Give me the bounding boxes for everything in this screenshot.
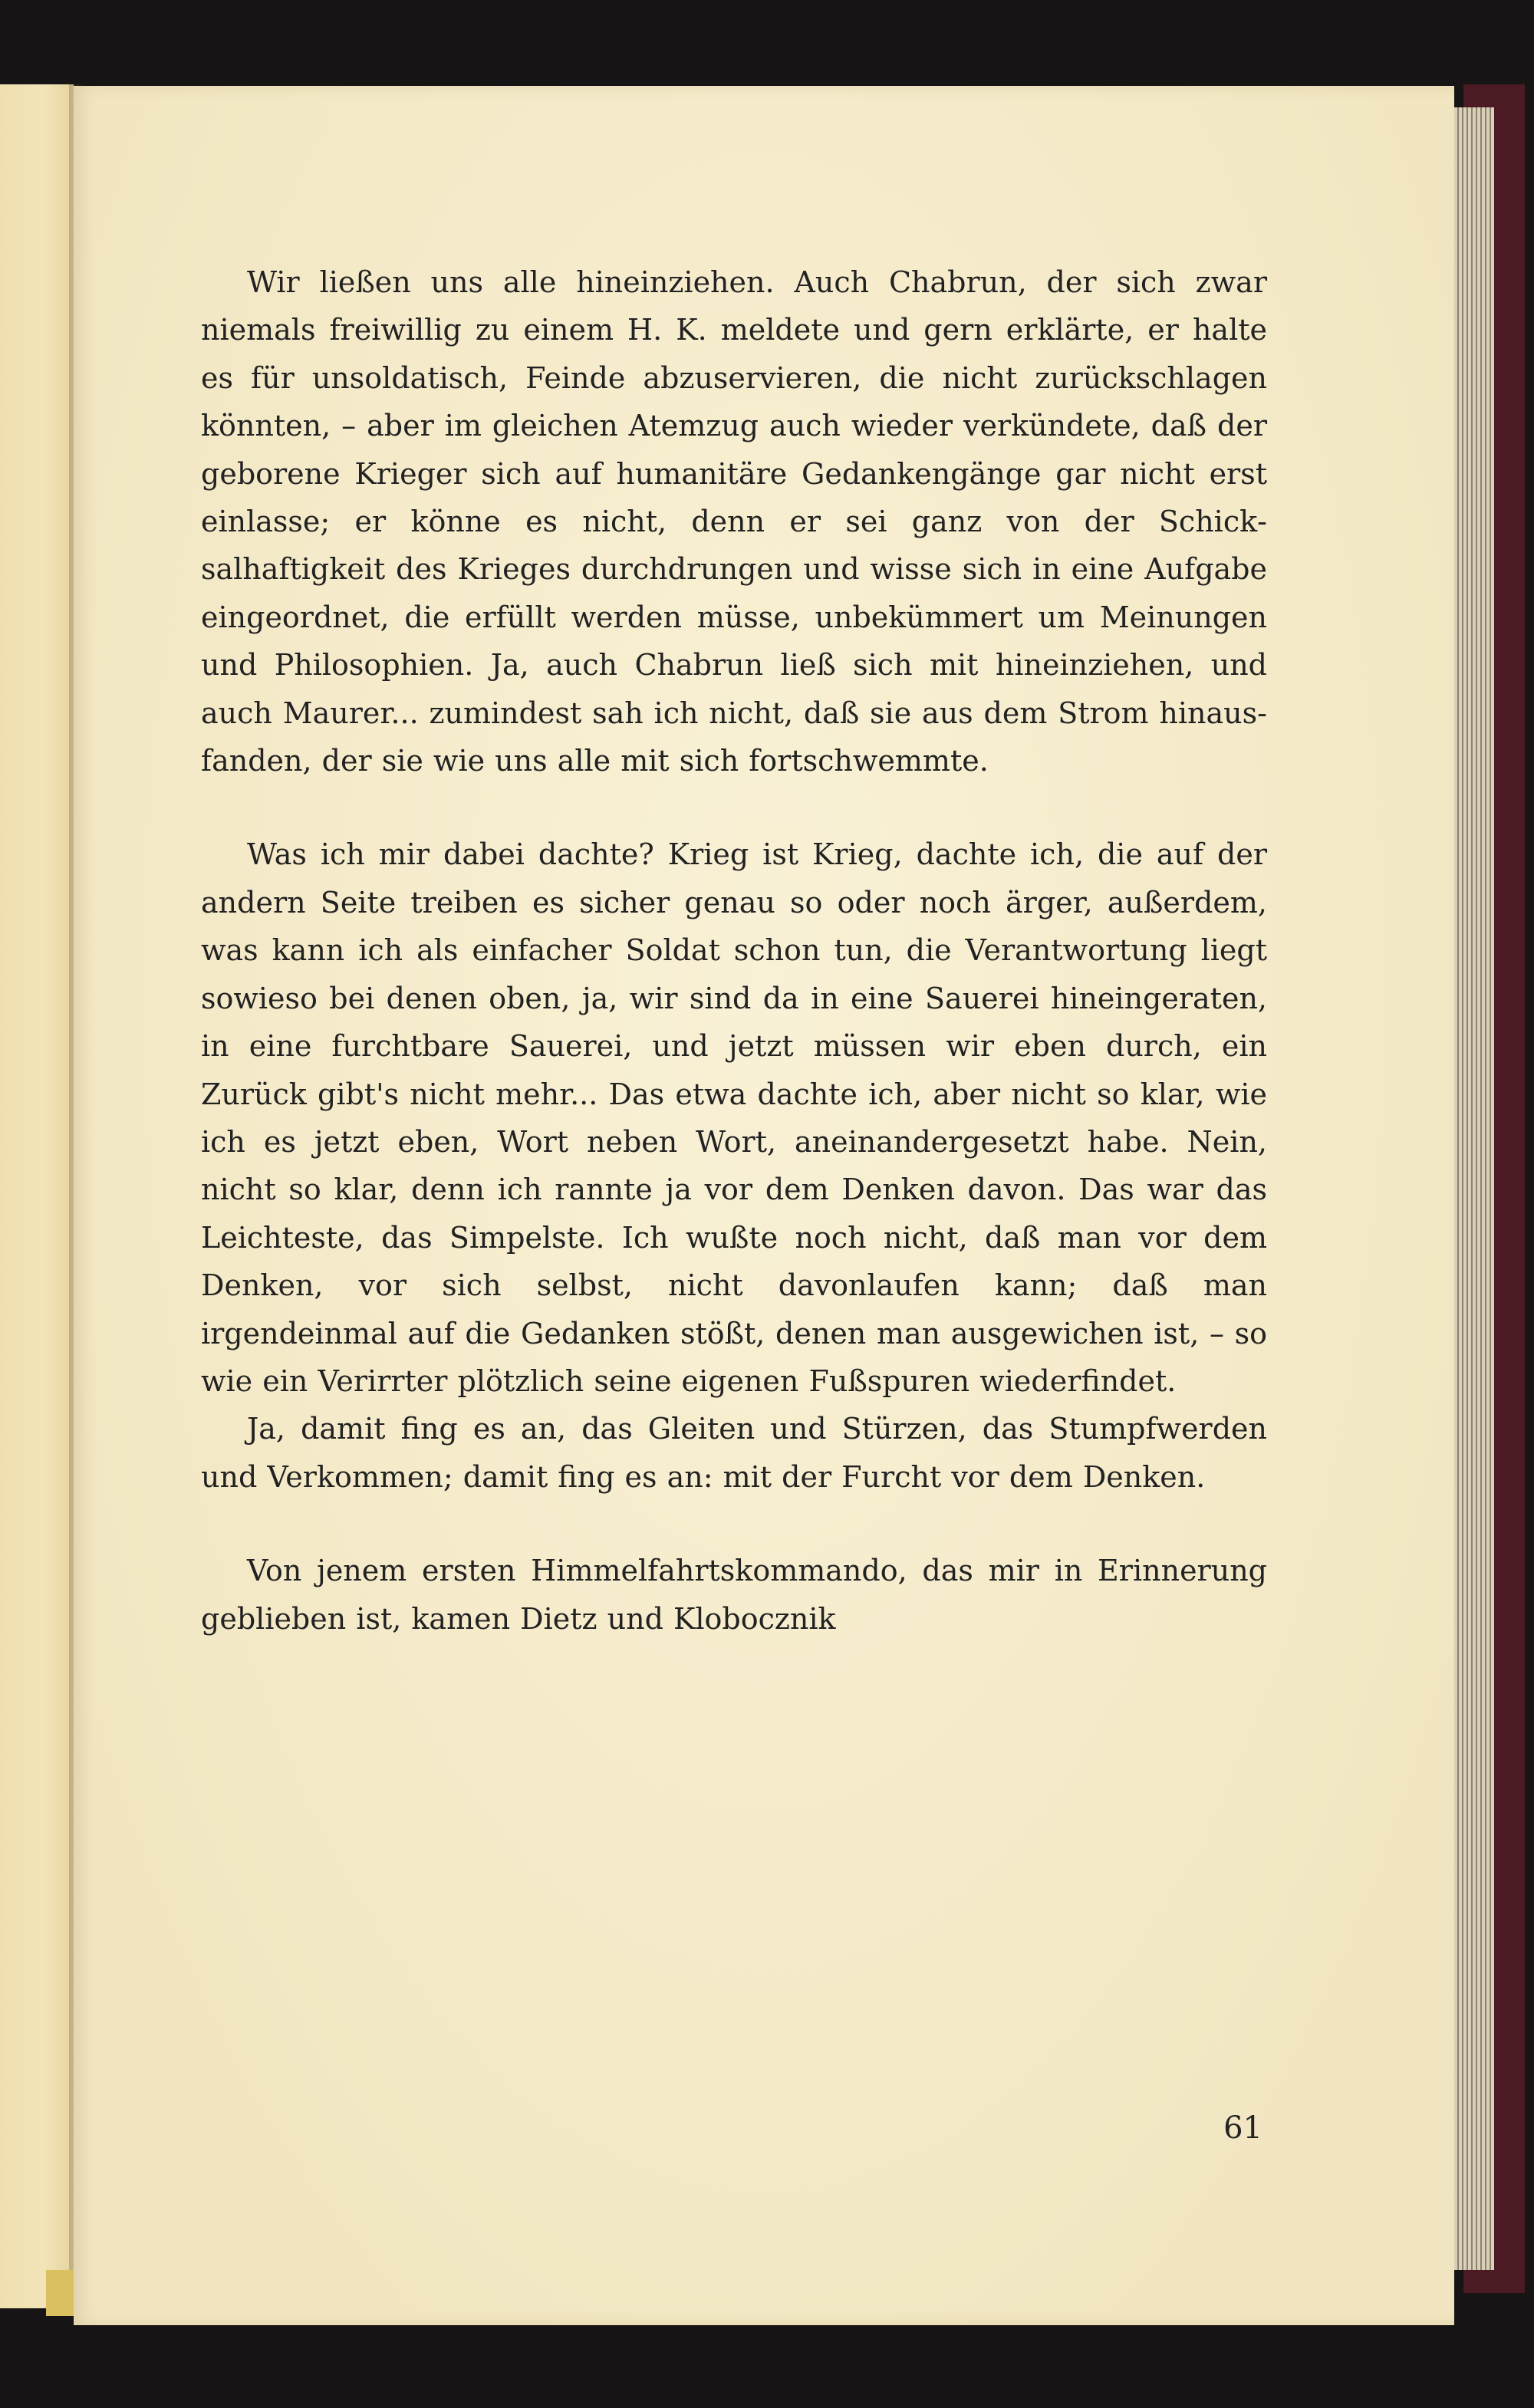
book-page (74, 86, 1454, 2325)
paragraph-3: Ja, damit fing es an, das Gleiten und Stürzen, das Stumpfwerden und Verkommen; damit fing es an: mit der Furcht vor dem Denken. (201, 1412, 1267, 1494)
paragraph-1: Wir ließen uns alle hineinziehen. Auch Chabrun, der sich zwar niemals freiwillig zu einem H. K. meldete und gern erklärte, er halte es für unsoldatisch, Feinde abzuservieren, die nicht zurückschlagen könnten, – aber im gleichen Atemzug auch wieder verkündete, daß der geborene Krieger sich auf humanitäre Gedankengänge gar nicht erst einlasse; er könne es nicht, denn er sei ganz von der Schicksalhaftigkeit des Krieges durchdrungen und wisse sich in eine Aufgabe eingeordnet, die erfüllt werden müsse, unbekümmert um Meinungen und Philosophien. Ja, auch Chabrun ließ sich mit hineinziehen, und auch Maurer... zumindest sah ich nicht, daß sie aus dem Strom hinausfanden, der sie wie uns alle mit sich fortschwemmte. (201, 265, 1267, 778)
paragraph-2: Was ich mir dabei dachte? Krieg ist Krieg, dachte ich, die auf der andern Seite treiben es sicher genau so oder noch ärger, außerdem, was kann ich als einfacher Soldat schon tun, die Verantwortung liegt sowieso bei denen oben, ja, wir sind da in eine Sauerei hineingeraten, in eine furchtbare Sauerei, und jetzt müssen wir eben durch, ein Zurück gibt's nicht mehr... Das etwa dachte ich, aber nicht so klar, wie ich es jetzt eben, Wort neben Wort, aneinandergesetzt habe. Nein, nicht so klar, denn ich rannte ja vor dem Denken davon. Das war das Leichteste, das Simpelste. Ich wußte noch nicht, daß man vor dem Denken, vor sich selbst, nicht davonlaufen kann; daß man irgendeinmal auf die Gedanken stößt, denen man ausgewichen ist, – so wie ein Verirrter plötzlich seine eigenen Fußspuren wiederfindet. (201, 837, 1267, 1398)
body-text (201, 258, 1267, 1643)
paragraph-4: Von jenem ersten Himmelfahrtskommando, das mir in Erinnerung geblieben ist, kamen Dietz und Klobocznik (201, 1554, 1267, 1636)
left-page-edge (0, 84, 74, 2308)
page-number: 61 (1223, 2110, 1262, 2146)
